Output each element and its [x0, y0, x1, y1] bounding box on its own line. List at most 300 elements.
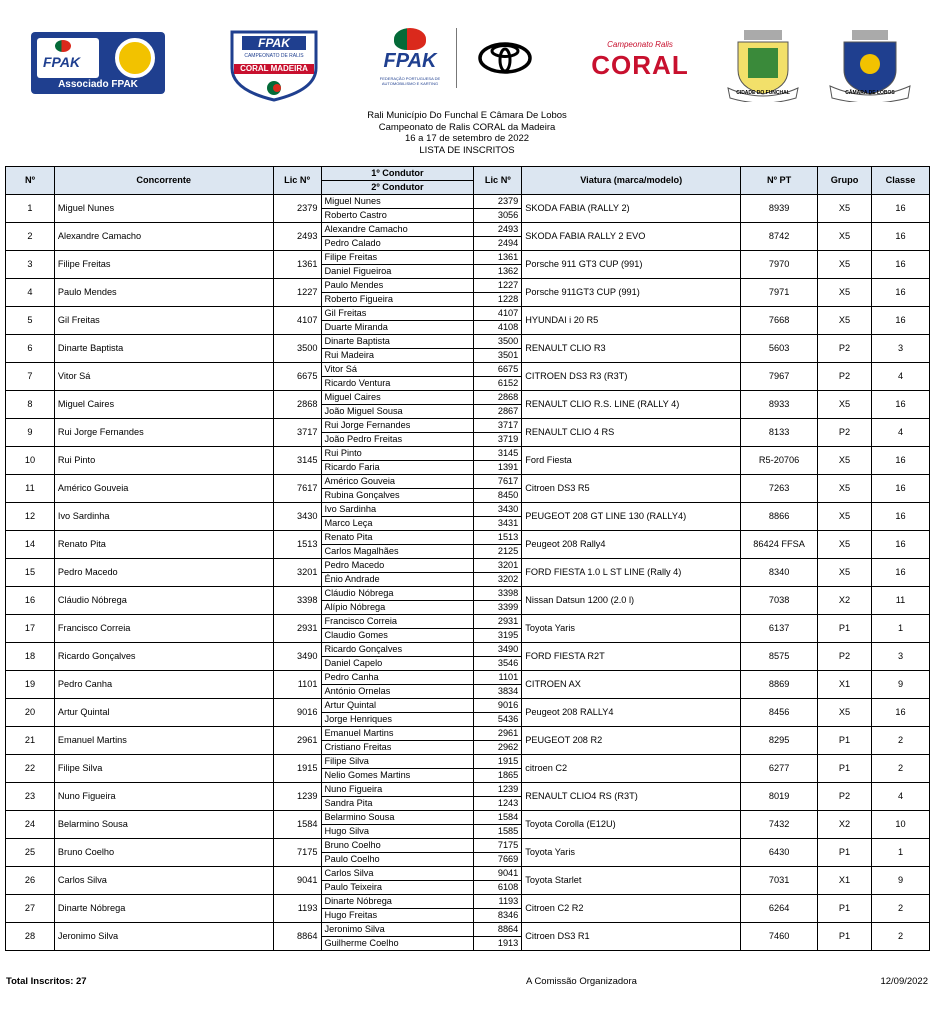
entry-number: 7 [6, 363, 55, 391]
driver1-license: 1101 [474, 671, 522, 685]
entrant-license: 3145 [273, 447, 321, 475]
pt-number: 8939 [741, 195, 818, 223]
driver1-license: 4107 [474, 307, 522, 321]
group: X5 [818, 559, 872, 587]
driver1-name: Alexandre Camacho [321, 223, 474, 237]
driver2-license: 3399 [474, 601, 522, 615]
driver2-license: 3195 [474, 629, 522, 643]
class: 16 [872, 391, 930, 419]
entry-number: 28 [6, 923, 55, 951]
driver1-name: Miguel Nunes [321, 195, 474, 209]
driver2-name: Rubina Gonçalves [321, 489, 474, 503]
driver2-name: Alípio Nóbrega [321, 601, 474, 615]
entrant-name: Belarmino Sousa [54, 811, 273, 839]
col-header-pt: Nº PT [741, 167, 818, 195]
associado-fpak-logo [31, 32, 165, 94]
driver2-license: 8450 [474, 489, 522, 503]
group: P2 [818, 783, 872, 811]
entry-number: 8 [6, 391, 55, 419]
entry-number: 17 [6, 615, 55, 643]
entrant-name: Pedro Macedo [54, 559, 273, 587]
driver1-license: 8864 [474, 923, 522, 937]
entrant-name: Rui Jorge Fernandes [54, 419, 273, 447]
group: P2 [818, 335, 872, 363]
entrant-name: Filipe Freitas [54, 251, 273, 279]
driver1-license: 7175 [474, 839, 522, 853]
vehicle-model: Peugeot 208 RALLY4 [522, 699, 741, 727]
entry-number: 25 [6, 839, 55, 867]
group: X5 [818, 531, 872, 559]
class: 1 [872, 615, 930, 643]
entrant-name: Carlos Silva [54, 867, 273, 895]
group: X5 [818, 279, 872, 307]
vehicle-model: PEUGEOT 208 GT LINE 130 (RALLY4) [522, 503, 741, 531]
driver1-name: Filipe Silva [321, 755, 474, 769]
entry-number: 26 [6, 867, 55, 895]
class: 16 [872, 279, 930, 307]
driver1-license: 9041 [474, 867, 522, 881]
driver1-license: 2868 [474, 391, 522, 405]
entrant-name: Artur Quintal [54, 699, 273, 727]
entrant-name: Alexandre Camacho [54, 223, 273, 251]
driver2-license: 2494 [474, 237, 522, 251]
vehicle-model: RENAULT CLIO R.S. LINE (RALLY 4) [522, 391, 741, 419]
fpak-federation-subtitle: FEDERAÇÃO PORTUGUESA DE AUTOMOBILISMO E KARTING [379, 76, 441, 86]
entrant-license: 9016 [273, 699, 321, 727]
driver1-license: 1193 [474, 895, 522, 909]
entrant-name: Miguel Nunes [54, 195, 273, 223]
driver2-name: Paulo Coelho [321, 853, 474, 867]
driver2-name: António Ornelas [321, 685, 474, 699]
vehicle-model: PEUGEOT 208 R2 [522, 727, 741, 755]
coral-logo [572, 34, 708, 86]
driver1-name: Rui Jorge Fernandes [321, 419, 474, 433]
entrant-license: 1239 [273, 783, 321, 811]
table-row [6, 839, 930, 853]
driver1-name: Pedro Macedo [321, 559, 474, 573]
group: X5 [818, 475, 872, 503]
col-header-condutor2: 2º Condutor [321, 181, 474, 195]
funchal-coat-of-arms [724, 28, 802, 102]
event-dates: 16 a 17 de setembro de 2022 [404, 133, 530, 144]
driver2-license: 3834 [474, 685, 522, 699]
group: X5 [818, 699, 872, 727]
driver1-name: Jeronimo Silva [321, 923, 474, 937]
pt-number: 7432 [741, 811, 818, 839]
entrant-license: 3490 [273, 643, 321, 671]
pt-number: 6277 [741, 755, 818, 783]
coral-madeira-logo [228, 28, 320, 102]
entrant-name: Nuno Figueira [54, 783, 273, 811]
vehicle-model: Citroen C2 R2 [522, 895, 741, 923]
pt-number: 8456 [741, 699, 818, 727]
entrant-license: 1193 [273, 895, 321, 923]
driver1-name: Miguel Caires [321, 391, 474, 405]
vehicle-model: RENAULT CLIO 4 RS [522, 419, 741, 447]
driver2-license: 2867 [474, 405, 522, 419]
driver2-license: 6108 [474, 881, 522, 895]
driver1-name: Américo Gouveia [321, 475, 474, 489]
table-row [6, 279, 930, 293]
pt-number: 7460 [741, 923, 818, 951]
entry-number: 2 [6, 223, 55, 251]
entrant-license: 3717 [273, 419, 321, 447]
driver2-license: 1228 [474, 293, 522, 307]
coral-logo-small: Campeonato Ralis [607, 40, 673, 49]
pt-number: 8340 [741, 559, 818, 587]
driver1-name: Ricardo Gonçalves [321, 643, 474, 657]
driver2-license: 2962 [474, 741, 522, 755]
class: 16 [872, 223, 930, 251]
driver1-name: Carlos Silva [321, 867, 474, 881]
class: 16 [872, 307, 930, 335]
pt-number: 5603 [741, 335, 818, 363]
vehicle-model: CITROEN AX [522, 671, 741, 699]
group: X5 [818, 251, 872, 279]
vehicle-model: RENAULT CLIO R3 [522, 335, 741, 363]
entrant-name: Cláudio Nóbrega [54, 587, 273, 615]
vehicle-model: Citroen DS3 R5 [522, 475, 741, 503]
pt-number: 7031 [741, 867, 818, 895]
driver1-license: 3145 [474, 447, 522, 461]
vehicle-model: Nissan Datsun 1200 (2.0 l) [522, 587, 741, 615]
class: 2 [872, 923, 930, 951]
coral-madeira-top: CAMPEONATO DE RALIS [244, 53, 304, 59]
entry-number: 1 [6, 195, 55, 223]
table-row [6, 223, 930, 237]
entry-number: 14 [6, 531, 55, 559]
group: P1 [818, 615, 872, 643]
driver2-name: Ricardo Ventura [321, 377, 474, 391]
entrant-license: 1584 [273, 811, 321, 839]
entrant-license: 8864 [273, 923, 321, 951]
driver2-name: Roberto Castro [321, 209, 474, 223]
entrant-name: Rui Pinto [54, 447, 273, 475]
entrant-name: Dinarte Nóbrega [54, 895, 273, 923]
pt-number: 8742 [741, 223, 818, 251]
logo-strip [0, 24, 934, 104]
table-row [6, 727, 930, 741]
document-date: 12/09/2022 [880, 976, 928, 987]
vehicle-model: Peugeot 208 Rally4 [522, 531, 741, 559]
driver2-name: Sandra Pita [321, 797, 474, 811]
vehicle-model: RENAULT CLIO4 RS (R3T) [522, 783, 741, 811]
pt-number: 8933 [741, 391, 818, 419]
table-row [6, 307, 930, 321]
class: 4 [872, 783, 930, 811]
driver2-name: Duarte Miranda [321, 321, 474, 335]
table-row [6, 643, 930, 657]
group: P1 [818, 923, 872, 951]
entrant-license: 3500 [273, 335, 321, 363]
vehicle-model: Toyota Corolla (E12U) [522, 811, 741, 839]
driver2-name: Guilherme Coelho [321, 937, 474, 951]
driver2-name: Roberto Figueira [321, 293, 474, 307]
col-header-viatura: Viatura (marca/modelo) [522, 167, 741, 195]
driver2-license: 2125 [474, 545, 522, 559]
entrant-name: Vitor Sá [54, 363, 273, 391]
entrant-license: 1915 [273, 755, 321, 783]
entrant-name: Américo Gouveia [54, 475, 273, 503]
driver1-name: Filipe Freitas [321, 251, 474, 265]
group: X1 [818, 671, 872, 699]
camara-label: CÂMARA DE LOBOS [845, 90, 895, 96]
table-row [6, 895, 930, 909]
pt-number: 8866 [741, 503, 818, 531]
driver2-license: 3501 [474, 349, 522, 363]
list-title: LISTA DE INSCRITOS [419, 144, 515, 156]
table-row [6, 531, 930, 545]
driver1-name: Francisco Correia [321, 615, 474, 629]
entrant-name: Ricardo Gonçalves [54, 643, 273, 671]
driver1-name: Ivo Sardinha [321, 503, 474, 517]
pt-number: 8869 [741, 671, 818, 699]
entrant-license: 7175 [273, 839, 321, 867]
table-row [6, 783, 930, 797]
table-row [6, 335, 930, 349]
group: P1 [818, 839, 872, 867]
driver1-name: Vitor Sá [321, 363, 474, 377]
driver2-name: Hugo Freitas [321, 909, 474, 923]
driver2-license: 5436 [474, 713, 522, 727]
group: P1 [818, 895, 872, 923]
group: P2 [818, 643, 872, 671]
entry-number: 22 [6, 755, 55, 783]
pt-number: 8019 [741, 783, 818, 811]
driver1-license: 1513 [474, 531, 522, 545]
table-row [6, 251, 930, 265]
class: 10 [872, 811, 930, 839]
driver1-name: Renato Pita [321, 531, 474, 545]
group: X2 [818, 587, 872, 615]
driver1-license: 2961 [474, 727, 522, 741]
entry-number: 27 [6, 895, 55, 923]
driver2-license: 1243 [474, 797, 522, 811]
driver1-license: 1584 [474, 811, 522, 825]
driver1-license: 3490 [474, 643, 522, 657]
table-row [6, 503, 930, 517]
class: 4 [872, 419, 930, 447]
driver2-license: 4108 [474, 321, 522, 335]
vehicle-model: Citroen DS3 R1 [522, 923, 741, 951]
driver1-license: 1361 [474, 251, 522, 265]
table-row [6, 363, 930, 377]
toyota-logo [478, 42, 532, 74]
entrant-license: 9041 [273, 867, 321, 895]
class: 9 [872, 671, 930, 699]
group: P1 [818, 727, 872, 755]
col-header-classe: Classe [872, 167, 930, 195]
driver1-license: 1915 [474, 755, 522, 769]
driver2-name: Daniel Capelo [321, 657, 474, 671]
associado-label: Associado FPAK [58, 79, 138, 90]
entrant-license: 1227 [273, 279, 321, 307]
entrant-license: 1361 [273, 251, 321, 279]
pt-number: 8133 [741, 419, 818, 447]
entrant-license: 2493 [273, 223, 321, 251]
driver1-license: 3201 [474, 559, 522, 573]
driver1-license: 6675 [474, 363, 522, 377]
logo-divider [456, 28, 457, 88]
table-header-row [6, 167, 930, 181]
driver2-license: 1585 [474, 825, 522, 839]
table-row [6, 391, 930, 405]
driver2-name: Énio Andrade [321, 573, 474, 587]
group: X5 [818, 391, 872, 419]
entrant-name: Renato Pita [54, 531, 273, 559]
entrant-name: Jeronimo Silva [54, 923, 273, 951]
entrant-name: Pedro Canha [54, 671, 273, 699]
driver2-license: 3056 [474, 209, 522, 223]
table-row [6, 867, 930, 881]
class: 16 [872, 475, 930, 503]
pt-number: 8575 [741, 643, 818, 671]
entry-number: 24 [6, 811, 55, 839]
entrant-license: 2931 [273, 615, 321, 643]
driver2-name: Nelio Gomes Martins [321, 769, 474, 783]
col-header-grupo: Grupo [818, 167, 872, 195]
entrant-name: Miguel Caires [54, 391, 273, 419]
class: 2 [872, 895, 930, 923]
driver1-license: 3500 [474, 335, 522, 349]
table-row [6, 419, 930, 433]
entry-number: 23 [6, 783, 55, 811]
driver2-name: Rui Madeira [321, 349, 474, 363]
vehicle-model: Porsche 911GT3 CUP (991) [522, 279, 741, 307]
entry-number: 19 [6, 671, 55, 699]
entrant-license: 7617 [273, 475, 321, 503]
pt-number: 7967 [741, 363, 818, 391]
pt-number: 7668 [741, 307, 818, 335]
driver2-name: Hugo Silva [321, 825, 474, 839]
vehicle-model: CITROEN DS3 R3 (R3T) [522, 363, 741, 391]
vehicle-model: FORD FIESTA R2T [522, 643, 741, 671]
col-header-condutor1: 1º Condutor [321, 167, 474, 181]
table-row [6, 447, 930, 461]
entry-number: 12 [6, 503, 55, 531]
pt-number: 8295 [741, 727, 818, 755]
table-row [6, 923, 930, 937]
driver2-license: 7669 [474, 853, 522, 867]
driver1-license: 1227 [474, 279, 522, 293]
entry-number: 20 [6, 699, 55, 727]
organizing-committee: A Comissão Organizadora [526, 976, 637, 987]
vehicle-model: Porsche 911 GT3 CUP (991) [522, 251, 741, 279]
pt-number: 7038 [741, 587, 818, 615]
driver2-name: João Miguel Sousa [321, 405, 474, 419]
driver2-license: 1391 [474, 461, 522, 475]
class: 16 [872, 447, 930, 475]
class: 9 [872, 867, 930, 895]
driver2-license: 3546 [474, 657, 522, 671]
driver2-name: Pedro Calado [321, 237, 474, 251]
driver1-license: 2931 [474, 615, 522, 629]
entry-number: 18 [6, 643, 55, 671]
driver2-license: 1913 [474, 937, 522, 951]
driver1-license: 9016 [474, 699, 522, 713]
group: X5 [818, 447, 872, 475]
vehicle-model: SKODA FABIA RALLY 2 EVO [522, 223, 741, 251]
driver2-license: 6152 [474, 377, 522, 391]
driver1-license: 3398 [474, 587, 522, 601]
group: X5 [818, 195, 872, 223]
driver2-license: 1865 [474, 769, 522, 783]
driver2-license: 8346 [474, 909, 522, 923]
class: 16 [872, 559, 930, 587]
class: 3 [872, 643, 930, 671]
entrant-name: Francisco Correia [54, 615, 273, 643]
group: X5 [818, 223, 872, 251]
table-body [6, 195, 930, 951]
driver1-name: Nuno Figueira [321, 783, 474, 797]
table-row [6, 755, 930, 769]
driver2-license: 3719 [474, 433, 522, 447]
driver2-name: Cristiano Freitas [321, 741, 474, 755]
driver2-license: 3431 [474, 517, 522, 531]
driver1-license: 7617 [474, 475, 522, 489]
vehicle-model: citroen C2 [522, 755, 741, 783]
entrant-license: 2868 [273, 391, 321, 419]
pt-number: 7970 [741, 251, 818, 279]
driver1-name: Dinarte Nóbrega [321, 895, 474, 909]
table-row [6, 615, 930, 629]
table-row [6, 475, 930, 489]
event-title: Rali Município Do Funchal E Câmara De Lobos [367, 110, 567, 121]
driver1-name: Emanuel Martins [321, 727, 474, 741]
vehicle-model: FORD FIESTA 1.0 L ST LINE (Rally 4) [522, 559, 741, 587]
championship-title: Campeonato de Ralis CORAL da Madeira [378, 121, 556, 133]
entrant-name: Ivo Sardinha [54, 503, 273, 531]
driver1-name: Pedro Canha [321, 671, 474, 685]
entrant-license: 1513 [273, 531, 321, 559]
col-header-lic2: Lic Nº [474, 167, 522, 195]
entry-number: 5 [6, 307, 55, 335]
pt-number: 7263 [741, 475, 818, 503]
group: P1 [818, 755, 872, 783]
entrant-name: Bruno Coelho [54, 839, 273, 867]
class: 2 [872, 727, 930, 755]
table-row [6, 811, 930, 825]
driver1-license: 2379 [474, 195, 522, 209]
entry-number: 4 [6, 279, 55, 307]
class: 16 [872, 699, 930, 727]
entry-number: 16 [6, 587, 55, 615]
entrant-license: 3430 [273, 503, 321, 531]
class: 16 [872, 503, 930, 531]
coral-madeira-fpak: FPAK [258, 36, 290, 50]
pt-number: R5-20706 [741, 447, 818, 475]
driver2-license: 3202 [474, 573, 522, 587]
table-row [6, 671, 930, 685]
pt-number: 6430 [741, 839, 818, 867]
entry-number: 10 [6, 447, 55, 475]
vehicle-model: Toyota Starlet [522, 867, 741, 895]
vehicle-model: SKODA FABIA (RALLY 2) [522, 195, 741, 223]
group: P2 [818, 363, 872, 391]
driver1-name: Belarmino Sousa [321, 811, 474, 825]
pt-number: 7971 [741, 279, 818, 307]
vehicle-model: Toyota Yaris [522, 839, 741, 867]
entrant-license: 2379 [273, 195, 321, 223]
pt-number: 86424 FFSA [741, 531, 818, 559]
driver2-name: Marco Leça [321, 517, 474, 531]
entry-number: 6 [6, 335, 55, 363]
coral-madeira-label: CORAL MADEIRA [240, 64, 308, 73]
driver1-license: 2493 [474, 223, 522, 237]
group: P2 [818, 419, 872, 447]
driver2-name: Jorge Henriques [321, 713, 474, 727]
driver1-name: Cláudio Nóbrega [321, 587, 474, 601]
